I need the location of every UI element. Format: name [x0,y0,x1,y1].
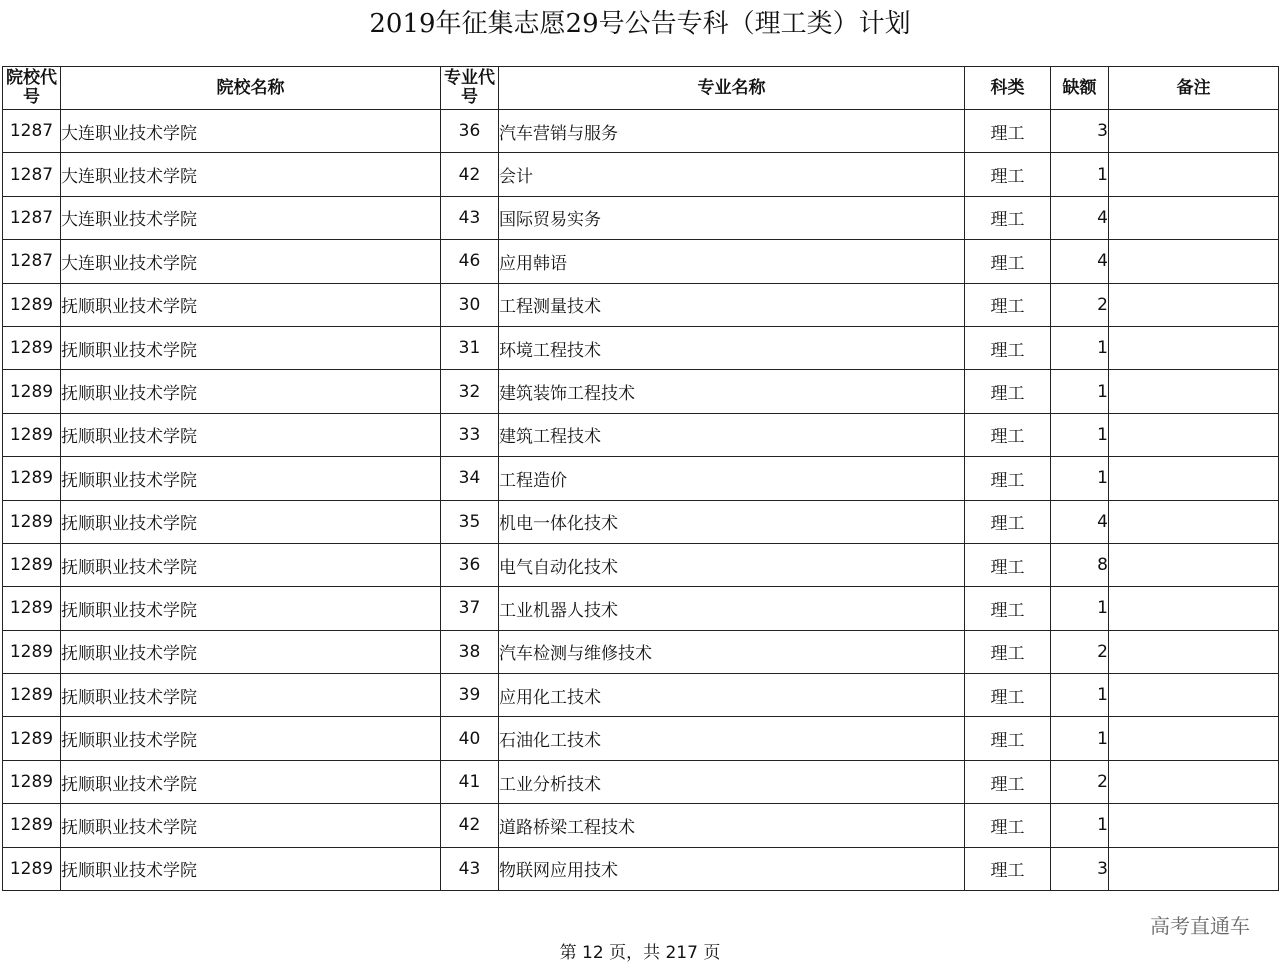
cell-major-code: 36 [441,543,499,586]
cell-quota: 1 [1051,674,1109,717]
table-header-row [3,67,1279,110]
cell-major-code: 33 [441,413,499,456]
cell-major-name: 会计 [499,153,965,196]
cell-major-code: 42 [441,804,499,847]
cell-major-name: 物联网应用技术 [499,847,965,890]
cell-quota: 1 [1051,457,1109,500]
cell-school-name: 大连职业技术学院 [61,240,441,283]
cell-school-code: 1289 [3,457,61,500]
cell-school-code: 1289 [3,500,61,543]
cell-quota: 3 [1051,847,1109,890]
cell-major-name: 石油化工技术 [499,717,965,760]
cell-category: 理工 [965,370,1051,413]
cell-note [1109,587,1279,630]
table-row [3,587,1279,630]
header-major-name: 专业名称 [499,67,965,110]
cell-school-name: 抚顺职业技术学院 [61,543,441,586]
cell-quota: 4 [1051,240,1109,283]
cell-school-name: 大连职业技术学院 [61,153,441,196]
table-row [3,543,1279,586]
cell-major-code: 35 [441,500,499,543]
cell-school-name: 抚顺职业技术学院 [61,630,441,673]
cell-school-name: 抚顺职业技术学院 [61,457,441,500]
cell-major-name: 环境工程技术 [499,326,965,369]
cell-major-name: 建筑装饰工程技术 [499,370,965,413]
cell-major-name: 工程造价 [499,457,965,500]
cell-school-code: 1287 [3,110,61,153]
cell-school-code: 1289 [3,326,61,369]
header-category: 科类 [965,67,1051,110]
cell-quota: 1 [1051,326,1109,369]
cell-major-name: 建筑工程技术 [499,413,965,456]
table-row [3,110,1279,153]
cell-school-name: 抚顺职业技术学院 [61,847,441,890]
header-school-code: 院校代号 [3,67,61,110]
enrollment-plan-table [2,66,1279,891]
cell-category: 理工 [965,587,1051,630]
cell-major-name: 汽车检测与维修技术 [499,630,965,673]
cell-major-code: 37 [441,587,499,630]
page-footer: 第 12 页，共 217 页 [559,943,721,963]
cell-school-name: 大连职业技术学院 [61,196,441,239]
table-row [3,717,1279,760]
cell-school-name: 抚顺职业技术学院 [61,717,441,760]
cell-school-code: 1289 [3,630,61,673]
cell-note [1109,500,1279,543]
cell-major-code: 43 [441,196,499,239]
cell-note [1109,326,1279,369]
cell-note [1109,153,1279,196]
cell-category: 理工 [965,760,1051,803]
table-row [3,240,1279,283]
cell-note [1109,630,1279,673]
cell-major-name: 汽车营销与服务 [499,110,965,153]
cell-quota: 3 [1051,110,1109,153]
cell-major-code: 34 [441,457,499,500]
cell-school-code: 1287 [3,196,61,239]
table-row [3,847,1279,890]
cell-quota: 2 [1051,760,1109,803]
cell-major-code: 30 [441,283,499,326]
cell-category: 理工 [965,674,1051,717]
table-row [3,196,1279,239]
page-title: 2019年征集志愿29号公告专科（理工类）计划 [369,9,911,39]
cell-major-name: 工业机器人技术 [499,587,965,630]
cell-school-code: 1289 [3,847,61,890]
header-quota: 缺额 [1051,67,1109,110]
cell-major-code: 31 [441,326,499,369]
cell-quota: 1 [1051,370,1109,413]
cell-major-name: 机电一体化技术 [499,500,965,543]
table-row [3,283,1279,326]
cell-quota: 1 [1051,717,1109,760]
cell-school-name: 抚顺职业技术学院 [61,370,441,413]
cell-category: 理工 [965,543,1051,586]
table-row [3,413,1279,456]
cell-school-code: 1287 [3,153,61,196]
table-row [3,674,1279,717]
table-row [3,500,1279,543]
cell-school-name: 抚顺职业技术学院 [61,500,441,543]
cell-note [1109,804,1279,847]
cell-major-code: 40 [441,717,499,760]
cell-category: 理工 [965,457,1051,500]
cell-school-name: 抚顺职业技术学院 [61,283,441,326]
header-school-name: 院校名称 [61,67,441,110]
header-note: 备注 [1109,67,1279,110]
cell-major-code: 46 [441,240,499,283]
cell-school-code: 1289 [3,717,61,760]
cell-category: 理工 [965,240,1051,283]
cell-school-name: 抚顺职业技术学院 [61,760,441,803]
cell-note [1109,110,1279,153]
cell-category: 理工 [965,153,1051,196]
cell-school-name: 抚顺职业技术学院 [61,804,441,847]
cell-category: 理工 [965,500,1051,543]
cell-note [1109,847,1279,890]
cell-major-code: 39 [441,674,499,717]
cell-school-name: 抚顺职业技术学院 [61,413,441,456]
cell-quota: 1 [1051,587,1109,630]
cell-major-name: 应用化工技术 [499,674,965,717]
cell-quota: 4 [1051,500,1109,543]
cell-major-name: 应用韩语 [499,240,965,283]
cell-note [1109,543,1279,586]
cell-quota: 1 [1051,153,1109,196]
table-row [3,370,1279,413]
table-row [3,804,1279,847]
cell-major-code: 36 [441,110,499,153]
cell-note [1109,760,1279,803]
cell-major-name: 工业分析技术 [499,760,965,803]
cell-school-name: 大连职业技术学院 [61,110,441,153]
cell-category: 理工 [965,847,1051,890]
cell-major-code: 32 [441,370,499,413]
cell-category: 理工 [965,110,1051,153]
cell-school-name: 抚顺职业技术学院 [61,326,441,369]
cell-school-code: 1289 [3,760,61,803]
cell-category: 理工 [965,804,1051,847]
cell-category: 理工 [965,326,1051,369]
cell-quota: 4 [1051,196,1109,239]
cell-major-name: 国际贸易实务 [499,196,965,239]
cell-note [1109,457,1279,500]
cell-note [1109,196,1279,239]
cell-category: 理工 [965,717,1051,760]
cell-major-code: 38 [441,630,499,673]
header-major-code: 专业代号 [441,67,499,110]
cell-category: 理工 [965,630,1051,673]
cell-note [1109,674,1279,717]
table-row [3,326,1279,369]
cell-note [1109,717,1279,760]
cell-category: 理工 [965,283,1051,326]
cell-school-code: 1289 [3,804,61,847]
cell-quota: 1 [1051,413,1109,456]
cell-note [1109,283,1279,326]
cell-major-name: 道路桥梁工程技术 [499,804,965,847]
table-row [3,153,1279,196]
cell-note [1109,370,1279,413]
table-body [3,110,1279,891]
cell-school-code: 1287 [3,240,61,283]
cell-major-code: 43 [441,847,499,890]
cell-category: 理工 [965,413,1051,456]
cell-school-code: 1289 [3,674,61,717]
cell-school-code: 1289 [3,587,61,630]
cell-school-code: 1289 [3,370,61,413]
table-row [3,457,1279,500]
watermark-text: 高考直通车 [1150,914,1250,938]
cell-quota: 2 [1051,283,1109,326]
cell-major-name: 电气自动化技术 [499,543,965,586]
table-row [3,760,1279,803]
cell-school-code: 1289 [3,283,61,326]
cell-quota: 8 [1051,543,1109,586]
cell-note [1109,413,1279,456]
cell-category: 理工 [965,196,1051,239]
cell-quota: 1 [1051,804,1109,847]
cell-school-name: 抚顺职业技术学院 [61,587,441,630]
table-row [3,630,1279,673]
cell-school-code: 1289 [3,413,61,456]
cell-school-name: 抚顺职业技术学院 [61,674,441,717]
cell-school-code: 1289 [3,543,61,586]
cell-major-name: 工程测量技术 [499,283,965,326]
cell-quota: 2 [1051,630,1109,673]
cell-note [1109,240,1279,283]
cell-major-code: 41 [441,760,499,803]
cell-major-code: 42 [441,153,499,196]
